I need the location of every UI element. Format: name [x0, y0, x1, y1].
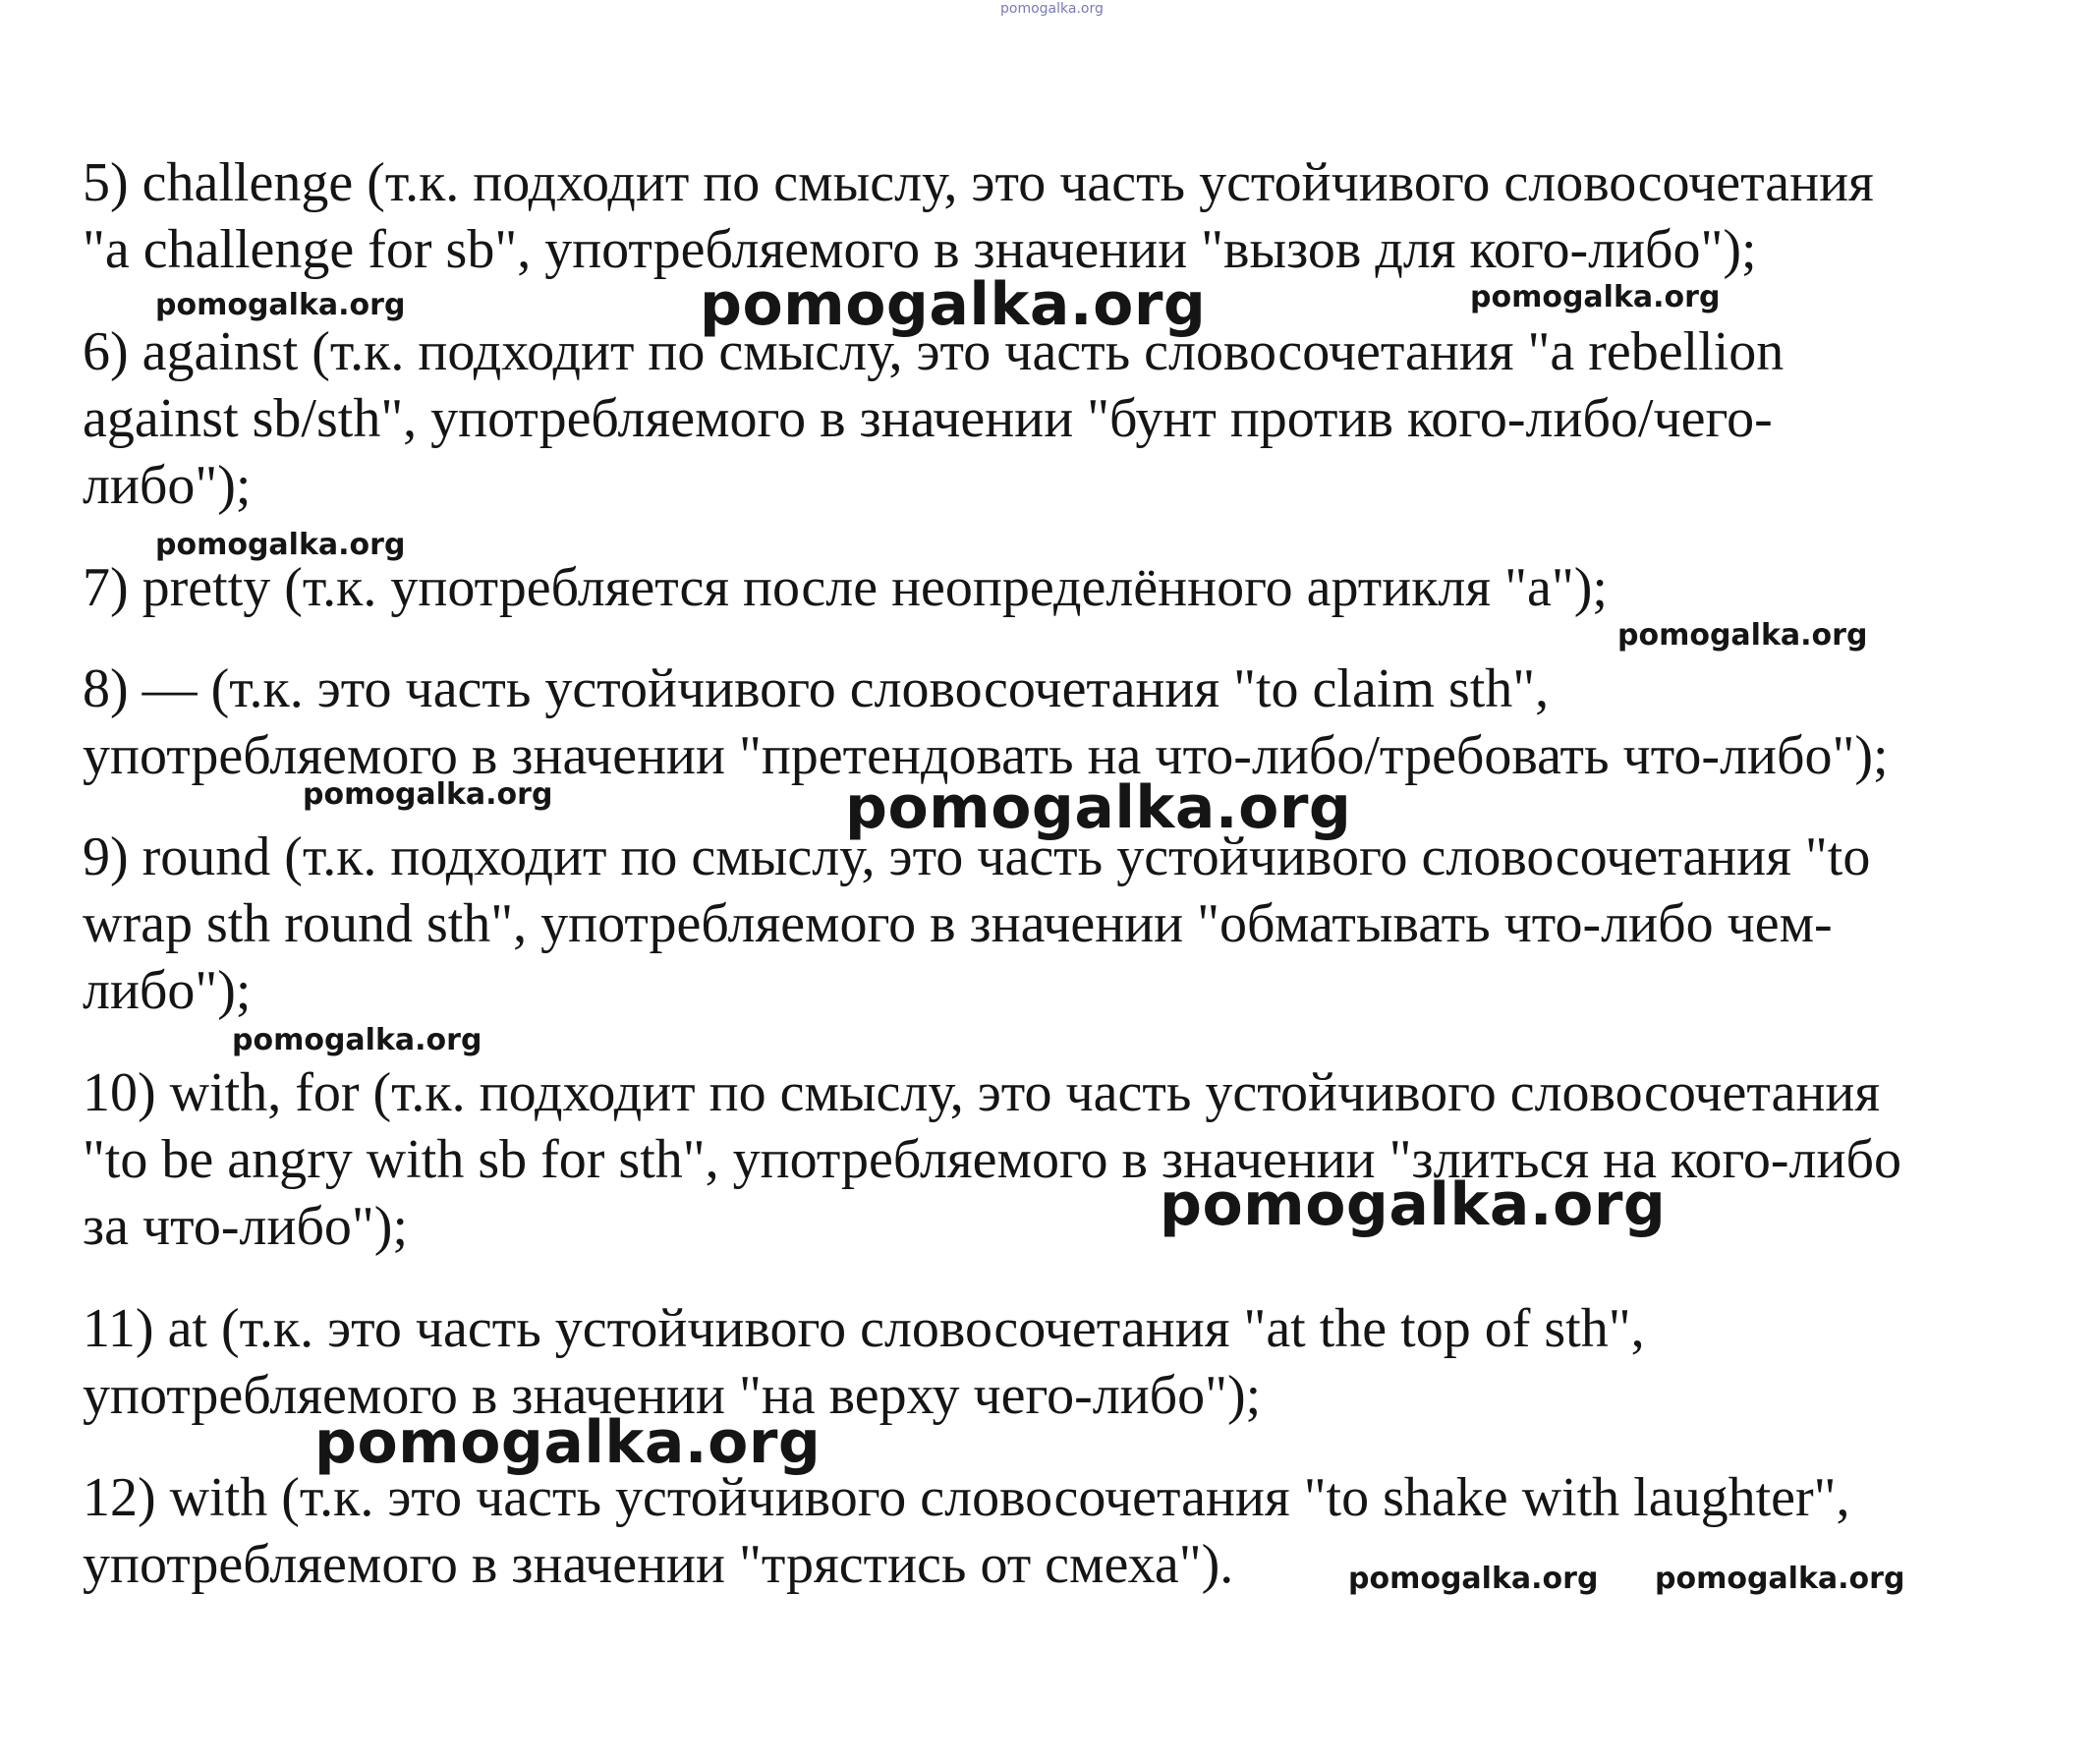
- answer-item-6: [83, 318, 2048, 519]
- watermark: pomogalka.org: [155, 288, 406, 322]
- watermark: pomogalka.org: [232, 1023, 482, 1057]
- watermark: pomogalka.org: [1617, 618, 1868, 653]
- watermark: pomogalka.org: [1160, 1170, 1667, 1239]
- watermark: pomogalka.org: [1655, 1562, 1905, 1596]
- answer-item-9: [83, 824, 2048, 1024]
- answer-line: либо");: [83, 960, 252, 1021]
- answer-line: употребляемого в значении "претендовать на что-либо/требовать что-либо");: [83, 725, 1889, 786]
- answer-line: употребляемого в значении "на верху чего-либо");: [83, 1365, 1262, 1426]
- answer-line: "to be angry with sb for sth", употребляемого в значении "злиться на кого-либо: [83, 1129, 1901, 1190]
- answer-line: 10) with, for (т.к. подходит по смыслу, это часть устойчивого словосочетания: [83, 1062, 1881, 1123]
- answer-line: 12) with (т.к. это часть устойчивого словосочетания "to shake with laughter",: [83, 1467, 1850, 1528]
- header-watermark: pomogalka.org: [1000, 1, 1104, 17]
- watermark: pomogalka.org: [314, 1408, 822, 1477]
- answer-line: 7) pretty (т.к. употребляется после неопределённого артикля "a");: [83, 557, 1608, 618]
- answer-item-5: [83, 149, 2048, 283]
- answer-line: 9) round (т.к. подходит по смыслу, это часть устойчивого словосочетания "to: [83, 826, 1871, 887]
- watermark: pomogalka.org: [1470, 280, 1721, 314]
- answer-item-10: [83, 1059, 2048, 1260]
- answer-line: 8) — (т.к. это часть устойчивого словосочетания "to claim sth",: [83, 658, 1550, 719]
- answer-line: употребляемого в значении "трястись от смеха").: [83, 1534, 1234, 1595]
- answer-line: wrap sth round sth", употребляемого в значении "обматывать что-либо чем-: [83, 893, 1833, 954]
- answer-line: 6) against (т.к. подходит по смыслу, это часть словосочетания "a rebellion: [83, 321, 1785, 382]
- answer-line: "a challenge for sb", употребляемого в значении "вызов для кого-либо");: [83, 219, 1757, 280]
- answer-line: 5) challenge (т.к. подходит по смыслу, это часть устойчивого словосочетания: [83, 152, 1874, 213]
- watermark: pomogalka.org: [303, 777, 553, 812]
- watermark: pomogalka.org: [155, 528, 406, 562]
- answer-line: за что-либо");: [83, 1196, 408, 1257]
- watermark: pomogalka.org: [1348, 1562, 1599, 1596]
- watermark: pomogalka.org: [845, 773, 1352, 842]
- answer-line: либо");: [83, 455, 252, 516]
- answer-line: 11) at (т.к. это часть устойчивого словосочетания "at the top of sth",: [83, 1298, 1645, 1359]
- answer-item-8: [83, 655, 2048, 789]
- watermark: pomogalka.org: [700, 270, 1207, 339]
- answer-line: against sb/sth", употребляемого в значении "бунт против кого-либо/чего-: [83, 388, 1773, 449]
- answer-item-7: [83, 554, 2048, 621]
